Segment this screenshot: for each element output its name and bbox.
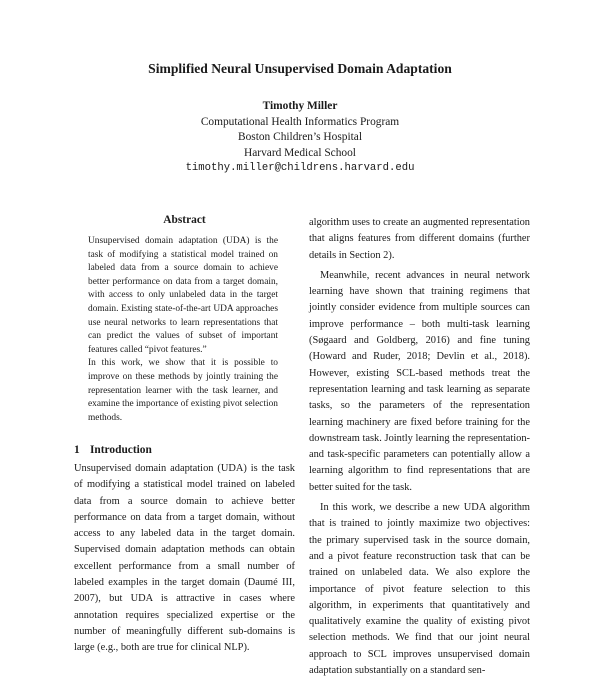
author-affiliation-program: Computational Health Informatics Program bbox=[200, 115, 400, 128]
abstract-paragraph: Unsupervised domain adaptation (UDA) is the task of modifying a statistical model trained on labeled data from a source domain to achieve better performance on data from a target domain, with access to only unlabeled data in the target domain. Existing state-of-the-art UDA approaches use neural networks to learn representations that can predict the values of subset of important features called “pivot features.” bbox=[88, 236, 278, 355]
author-email: timothy.miller@childrens.harvard.edu bbox=[185, 162, 415, 174]
body-paragraph: algorithm uses to create an augmented representation that aligns features from different domains (further details in Section 2). bbox=[309, 217, 531, 261]
author-affiliation-school: Harvard Medical School bbox=[244, 146, 356, 159]
paper-title: Simplified Neural Unsupervised Domain Adaptation bbox=[148, 61, 452, 76]
body-paragraph: Meanwhile, recent advances in neural network learning have shown that training regimens that jointly consider evidence from multiple sources can improve performance – both multi-task learning (Søgaard and Goldberg, 2016) and fine tuning (Howard and Ruder, 2018; Devlin et al., 2018). However, existing SCL-based methods treat the representation learning and task learning as separate tasks, so the parameters of the representation learning machinery are fixed before training for the downstream task. Jointly learning the representation- and task-specific parameters can potentially allow a learning algorithm to find representations that are better suited for the task. bbox=[309, 269, 530, 493]
abstract-body bbox=[88, 235, 278, 425]
left-column-body bbox=[74, 461, 295, 657]
body-paragraph: In this work, we describe a new UDA algorithm that is trained to jointly maximize two objectives: the primary supervised task in the source domain, and a pivot feature reconstruction task that can be trained on unlabeled data. We also explore the importance of pivot feature selection to this algorithm, in experiments that quantitatively and qualitatively examine the quality of existing pivot selection methods. We find that our joint neural approach to SCL improves unsupervised domain adaptation substantially on a standard sen- bbox=[309, 502, 530, 677]
section-title: Introduction bbox=[90, 444, 152, 456]
abstract-heading: Abstract bbox=[163, 214, 206, 226]
section-heading-introduction bbox=[74, 444, 299, 456]
section-number: 1 bbox=[74, 444, 80, 456]
body-paragraph: Unsupervised domain adaptation (UDA) is the task of modifying a statistical model trained on labeled data from a source domain to achieve better performance on data from a target domain, without access to any labeled data in the target domain. Supervised domain adaptation methods can obtain excellent performance from a small number of labeled examples in the target domain (Daumé III, 2007), but UDA is attractive in cases where annotation requires specialized expertise or the number of meaningfully different sub-domains is large (e.g., both are true for clinical NLP). bbox=[74, 463, 295, 654]
right-column-body bbox=[309, 215, 530, 683]
author-affiliation-hospital: Boston Children’s Hospital bbox=[237, 131, 363, 143]
abstract-paragraph: In this work, we show that it is possible to improve on these methods by jointly training the representation learner with the task learner, and examine the importance of existing pivot selection methods. bbox=[88, 358, 278, 423]
author-name: Timothy Miller bbox=[262, 100, 338, 112]
